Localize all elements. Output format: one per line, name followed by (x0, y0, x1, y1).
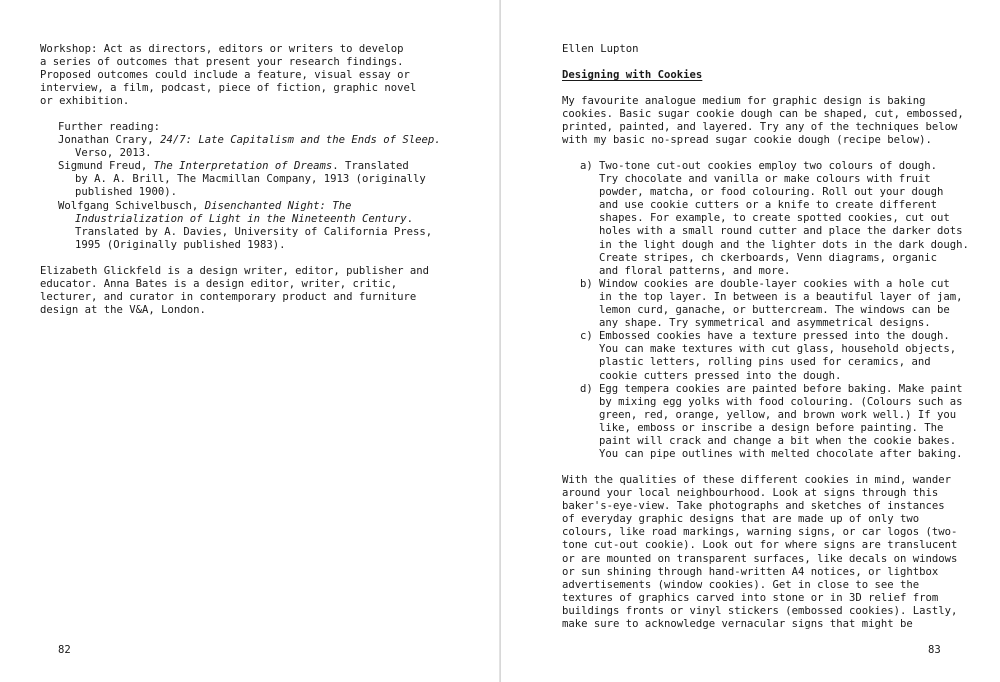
text-line: make sure to acknowledge vernacular signs that might be (562, 618, 913, 631)
reference-text: . (406, 212, 414, 225)
closing-paragraph (562, 474, 957, 631)
technique-item (580, 160, 969, 278)
technique-text: lemon curd, ganache, or buttercream. The windows can be (599, 304, 950, 317)
text-line: baker's-eye-view. Take photographs and sketches of instances (562, 500, 945, 513)
reference-text: Verso, 2013. (75, 147, 152, 160)
text-line: printed, painted, and layered. Try any of the techniques below (562, 121, 958, 134)
technique-text: Embossed cookies have a texture pressed into the dough. (599, 330, 950, 343)
reference-list (58, 134, 441, 252)
intro-paragraph (562, 95, 964, 147)
technique-text: shapes. For example, to create spotted cookies, cut out (599, 212, 950, 225)
technique-line (580, 160, 969, 173)
text-line: lecturer, and curator in contemporary product and furniture (40, 291, 417, 304)
right-page (501, 0, 1000, 682)
technique-text: green, red, orange, yellow, and brown work well.) If you (599, 408, 957, 421)
left-page (0, 0, 499, 682)
technique-text: and use cookie cutters or a knife to create different (599, 199, 938, 212)
text-line: buildings fronts or vinyl stickers (embossed cookies). Lastly, (562, 604, 958, 617)
reference-title: The Interpretation of Dreams (153, 160, 333, 173)
technique-line (580, 252, 969, 265)
page-number-right: 83 (928, 644, 941, 656)
text-line: advertisements (window cookies). Get in close to see the (562, 578, 920, 591)
text-line: educator. Anna Bates is a design editor, writer, critic, (40, 278, 398, 291)
reference-text: 1995 (Originally published 1983). (75, 238, 286, 251)
technique-text: in the top layer. In between is a beautiful layer of jam, (599, 290, 963, 303)
technique-item (580, 383, 969, 462)
text-line: design at the V&A, London. (40, 304, 206, 317)
technique-line (580, 343, 969, 356)
technique-text: holes with a small round cutter and place the darker dots (599, 225, 963, 238)
technique-text: Window cookies are double-layer cookies with a hole cut (599, 277, 950, 290)
text-line: with my basic no-spread sugar cookie dough (recipe below). (562, 134, 932, 147)
text-line: tone cut-out cookie). Look out for where signs are translucent (562, 539, 958, 552)
reference-line (58, 213, 441, 226)
technique-line (580, 265, 969, 278)
text-line: With the qualities of these different cookies in mind, wander (562, 474, 952, 486)
technique-item (580, 278, 969, 330)
technique-text: by mixing egg yolks with food colouring. (Colours such as (599, 395, 963, 408)
reference-line (58, 134, 441, 147)
reference-item (58, 200, 441, 252)
further-reading-heading: Further reading: (58, 121, 161, 133)
technique-text: Egg tempera cookies are painted before baking. Make paint (599, 382, 963, 395)
reference-line (58, 147, 441, 160)
reference-text: published 1900). (75, 186, 178, 199)
technique-line (580, 212, 969, 225)
reference-text: by A. A. Brill, The Macmillan Company, 1913 (originally (75, 173, 426, 186)
reference-title: Industrialization of Light in the Nineteenth Century (75, 212, 407, 225)
text-line: interview, a film, podcast, piece of fiction, graphic novel (40, 82, 417, 95)
technique-text: Two-tone cut-out cookies employ two colours of dough. (599, 160, 938, 172)
technique-text: cookie cutters pressed into the dough. (599, 369, 842, 382)
technique-text: You can make textures with cut glass, household objects, (599, 343, 957, 356)
reference-text: . Translated (332, 160, 409, 173)
technique-text: You can pipe outlines with melted chocolate after baking. (599, 448, 963, 461)
technique-item (580, 330, 969, 382)
technique-line (580, 317, 969, 330)
reference-item (58, 134, 441, 160)
technique-line (580, 199, 969, 212)
technique-text: Create stripes, ch ckerboards, Venn diagrams, organic (599, 251, 938, 264)
technique-text: and floral patterns, and more. (599, 264, 791, 277)
text-line: or exhibition. (40, 95, 130, 108)
technique-line (580, 448, 969, 461)
technique-line (580, 435, 969, 448)
list-label: d) (580, 382, 593, 395)
technique-line (580, 173, 969, 186)
text-line: Elizabeth Glickfeld is a design writer, editor, publisher and (40, 265, 430, 277)
technique-line (580, 304, 969, 317)
technique-text: paint will crack and change a bit when the cookie bakes. (599, 434, 957, 447)
technique-text: powder, matcha, or food colouring. Roll out your dough (599, 186, 944, 199)
technique-line (580, 409, 969, 422)
text-line: Workshop: Act as directors, editors or writers to develop (40, 43, 404, 55)
technique-line (580, 239, 969, 252)
text-line: around your local neighbourhood. Look at signs through this (562, 487, 939, 500)
text-line: or are mounted on transparent surfaces, like decals on windows (562, 552, 958, 565)
text-line: cookies. Basic sugar cookie dough can be shaped, cut, embossed, (562, 108, 964, 121)
reference-line (58, 200, 441, 213)
reference-text: Jonathan Crary, (58, 134, 161, 147)
workshop-paragraph (40, 43, 416, 108)
technique-line (580, 291, 969, 304)
reference-title: Disenchanted Night: The (204, 199, 352, 212)
reference-line (58, 186, 441, 199)
technique-line (580, 225, 969, 238)
reference-text: Wolfgang Schivelbusch, (58, 199, 205, 212)
technique-text: Try chocolate and vanilla or make colours with fruit (599, 173, 931, 186)
author-name: Ellen Lupton (562, 43, 639, 55)
text-line: textures of graphics carved into stone or in 3D relief from (562, 591, 939, 604)
page-number-left: 82 (58, 644, 71, 656)
technique-list (580, 160, 969, 461)
text-line: or sun shining through hand-written A4 notices, or lightbox (562, 565, 939, 578)
reference-text: Sigmund Freud, (58, 160, 154, 173)
bio-paragraph (40, 265, 429, 317)
further-reading (58, 121, 441, 252)
text-line: My favourite analogue medium for graphic design is baking (562, 95, 926, 107)
list-label: c) (580, 330, 593, 343)
technique-line (580, 370, 969, 383)
article-title: Designing with Cookies (562, 69, 703, 81)
reference-line (58, 226, 441, 239)
list-label: a) (580, 160, 593, 172)
technique-line (580, 396, 969, 409)
technique-line (580, 383, 969, 396)
text-line: of everyday graphic designs that are made up of only two (562, 513, 920, 526)
technique-line (580, 330, 969, 343)
reference-line (58, 160, 441, 173)
technique-text: like, emboss or inscribe a design before painting. The (599, 421, 944, 434)
technique-line (580, 186, 969, 199)
technique-text: plastic letters, rolling pins used for ceramics, and (599, 356, 931, 369)
reference-item (58, 160, 441, 199)
technique-text: any shape. Try symmetrical and asymmetrical designs. (599, 317, 931, 330)
reference-text: Translated by A. Davies, University of California Press, (75, 225, 433, 238)
text-line: Proposed outcomes could include a feature, visual essay or (40, 69, 410, 82)
reference-line (58, 173, 441, 186)
technique-line (580, 356, 969, 369)
text-line: colours, like road markings, warning signs, or car logos (two- (562, 526, 958, 539)
list-label: b) (580, 277, 593, 290)
reference-title: 24/7: Late Capitalism and the Ends of Sleep. (160, 134, 441, 147)
technique-line (580, 278, 969, 291)
technique-text: in the light dough and the lighter dots in the dark dough. (599, 238, 969, 251)
reference-line (58, 239, 441, 252)
technique-line (580, 422, 969, 435)
text-line: a series of outcomes that present your research findings. (40, 56, 404, 69)
